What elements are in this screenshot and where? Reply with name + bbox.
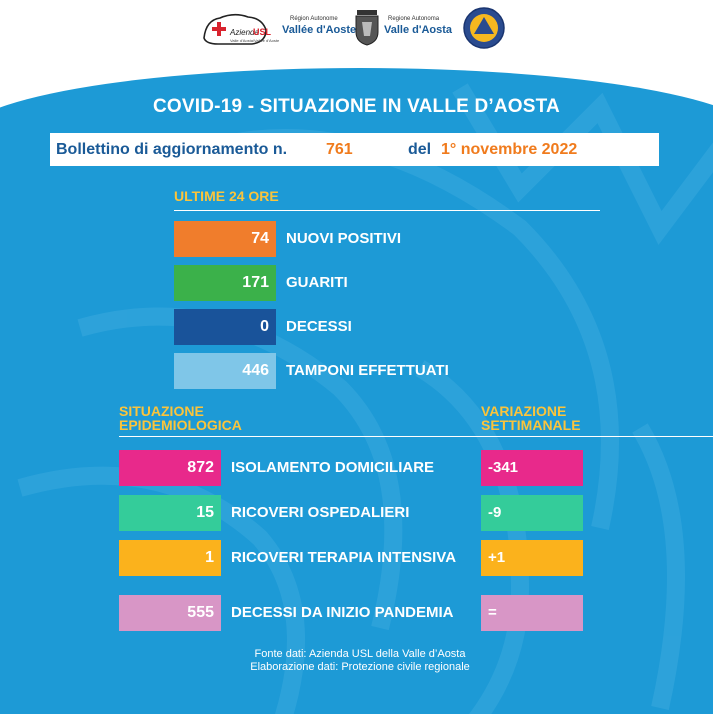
swabs-label: TAMPONI EFFETTUATI: [286, 362, 449, 379]
logo-strip: [0, 0, 713, 70]
date-value: 1° novembre 2022: [441, 141, 578, 158]
region-name-text: Vallée d'Aoste: [282, 24, 357, 36]
footer-credits: [230, 648, 490, 674]
region-name-text: Valle d'Aosta: [384, 24, 453, 36]
last24-heading: ULTIME 24 ORE: [174, 188, 279, 204]
situation-divider: [119, 436, 713, 437]
hospitalized-variation: -9: [481, 495, 583, 531]
footer-source: Fonte dati: Azienda USL della Valle d’Aosta: [254, 648, 466, 660]
intensive-care-value: 1: [119, 540, 221, 576]
region-logo-right: [384, 16, 454, 46]
home-isolation-label: ISOLAMENTO DOMICILIARE: [231, 459, 435, 476]
situation-heading: [119, 404, 242, 432]
last24-divider: [174, 210, 600, 211]
region-small-text: Région Autonome: [290, 16, 338, 22]
situation-heading-line2: EPIDEMIOLOGICA: [119, 417, 242, 433]
usl-logo-sub: Valle d'Aosta/Vallée d'Aoste: [230, 38, 280, 43]
situation-heading-line1: SITUAZIONE: [119, 403, 204, 419]
usl-logo: [200, 8, 280, 48]
bulletin-label: Bollettino di aggiornamento n.: [56, 141, 288, 158]
intensive-care-label: RICOVERI TERAPIA INTENSIVA: [231, 549, 457, 566]
swabs-value: 446: [174, 353, 276, 389]
bulletin-bar: [50, 133, 659, 166]
variation-heading-line1: VARIAZIONE: [481, 403, 567, 419]
region-small-text: Regione Autonoma: [388, 16, 440, 22]
home-isolation-variation: -341: [481, 450, 583, 486]
deaths-value: 0: [174, 309, 276, 345]
footer-elaboration: Elaborazione dati: Protezione civile regionale: [250, 661, 470, 673]
hospitalized-label: RICOVERI OSPEDALIERI: [231, 504, 410, 521]
usl-logo-text: Azienda: [230, 28, 259, 37]
usl-logo-bold: USL: [253, 27, 271, 37]
recovered-value: 171: [174, 265, 276, 301]
protezione-civile-logo-icon: [462, 6, 506, 50]
total-deaths-value: 555: [119, 595, 221, 631]
variation-heading: [481, 404, 581, 432]
total-deaths-label: DECESSI DA INIZIO PANDEMIA: [231, 604, 454, 621]
new-positives-value: 74: [174, 221, 276, 257]
deaths-label: DECESSI: [286, 318, 352, 335]
total-deaths-variation: =: [481, 595, 583, 631]
date-label: del: [408, 141, 432, 158]
variation-heading-line2: SETTIMANALE: [481, 417, 581, 433]
intensive-care-variation: +1: [481, 540, 583, 576]
region-logo-left: [282, 16, 357, 46]
bulletin-number: 761: [326, 141, 353, 158]
hospitalized-value: 15: [119, 495, 221, 531]
recovered-label: GUARITI: [286, 274, 348, 291]
home-isolation-value: 872: [119, 450, 221, 486]
new-positives-label: NUOVI POSITIVI: [286, 230, 402, 247]
coat-of-arms-icon: [354, 8, 380, 46]
page-title: COVID-19 - SITUAZIONE IN VALLE D’AOSTA: [153, 96, 560, 117]
